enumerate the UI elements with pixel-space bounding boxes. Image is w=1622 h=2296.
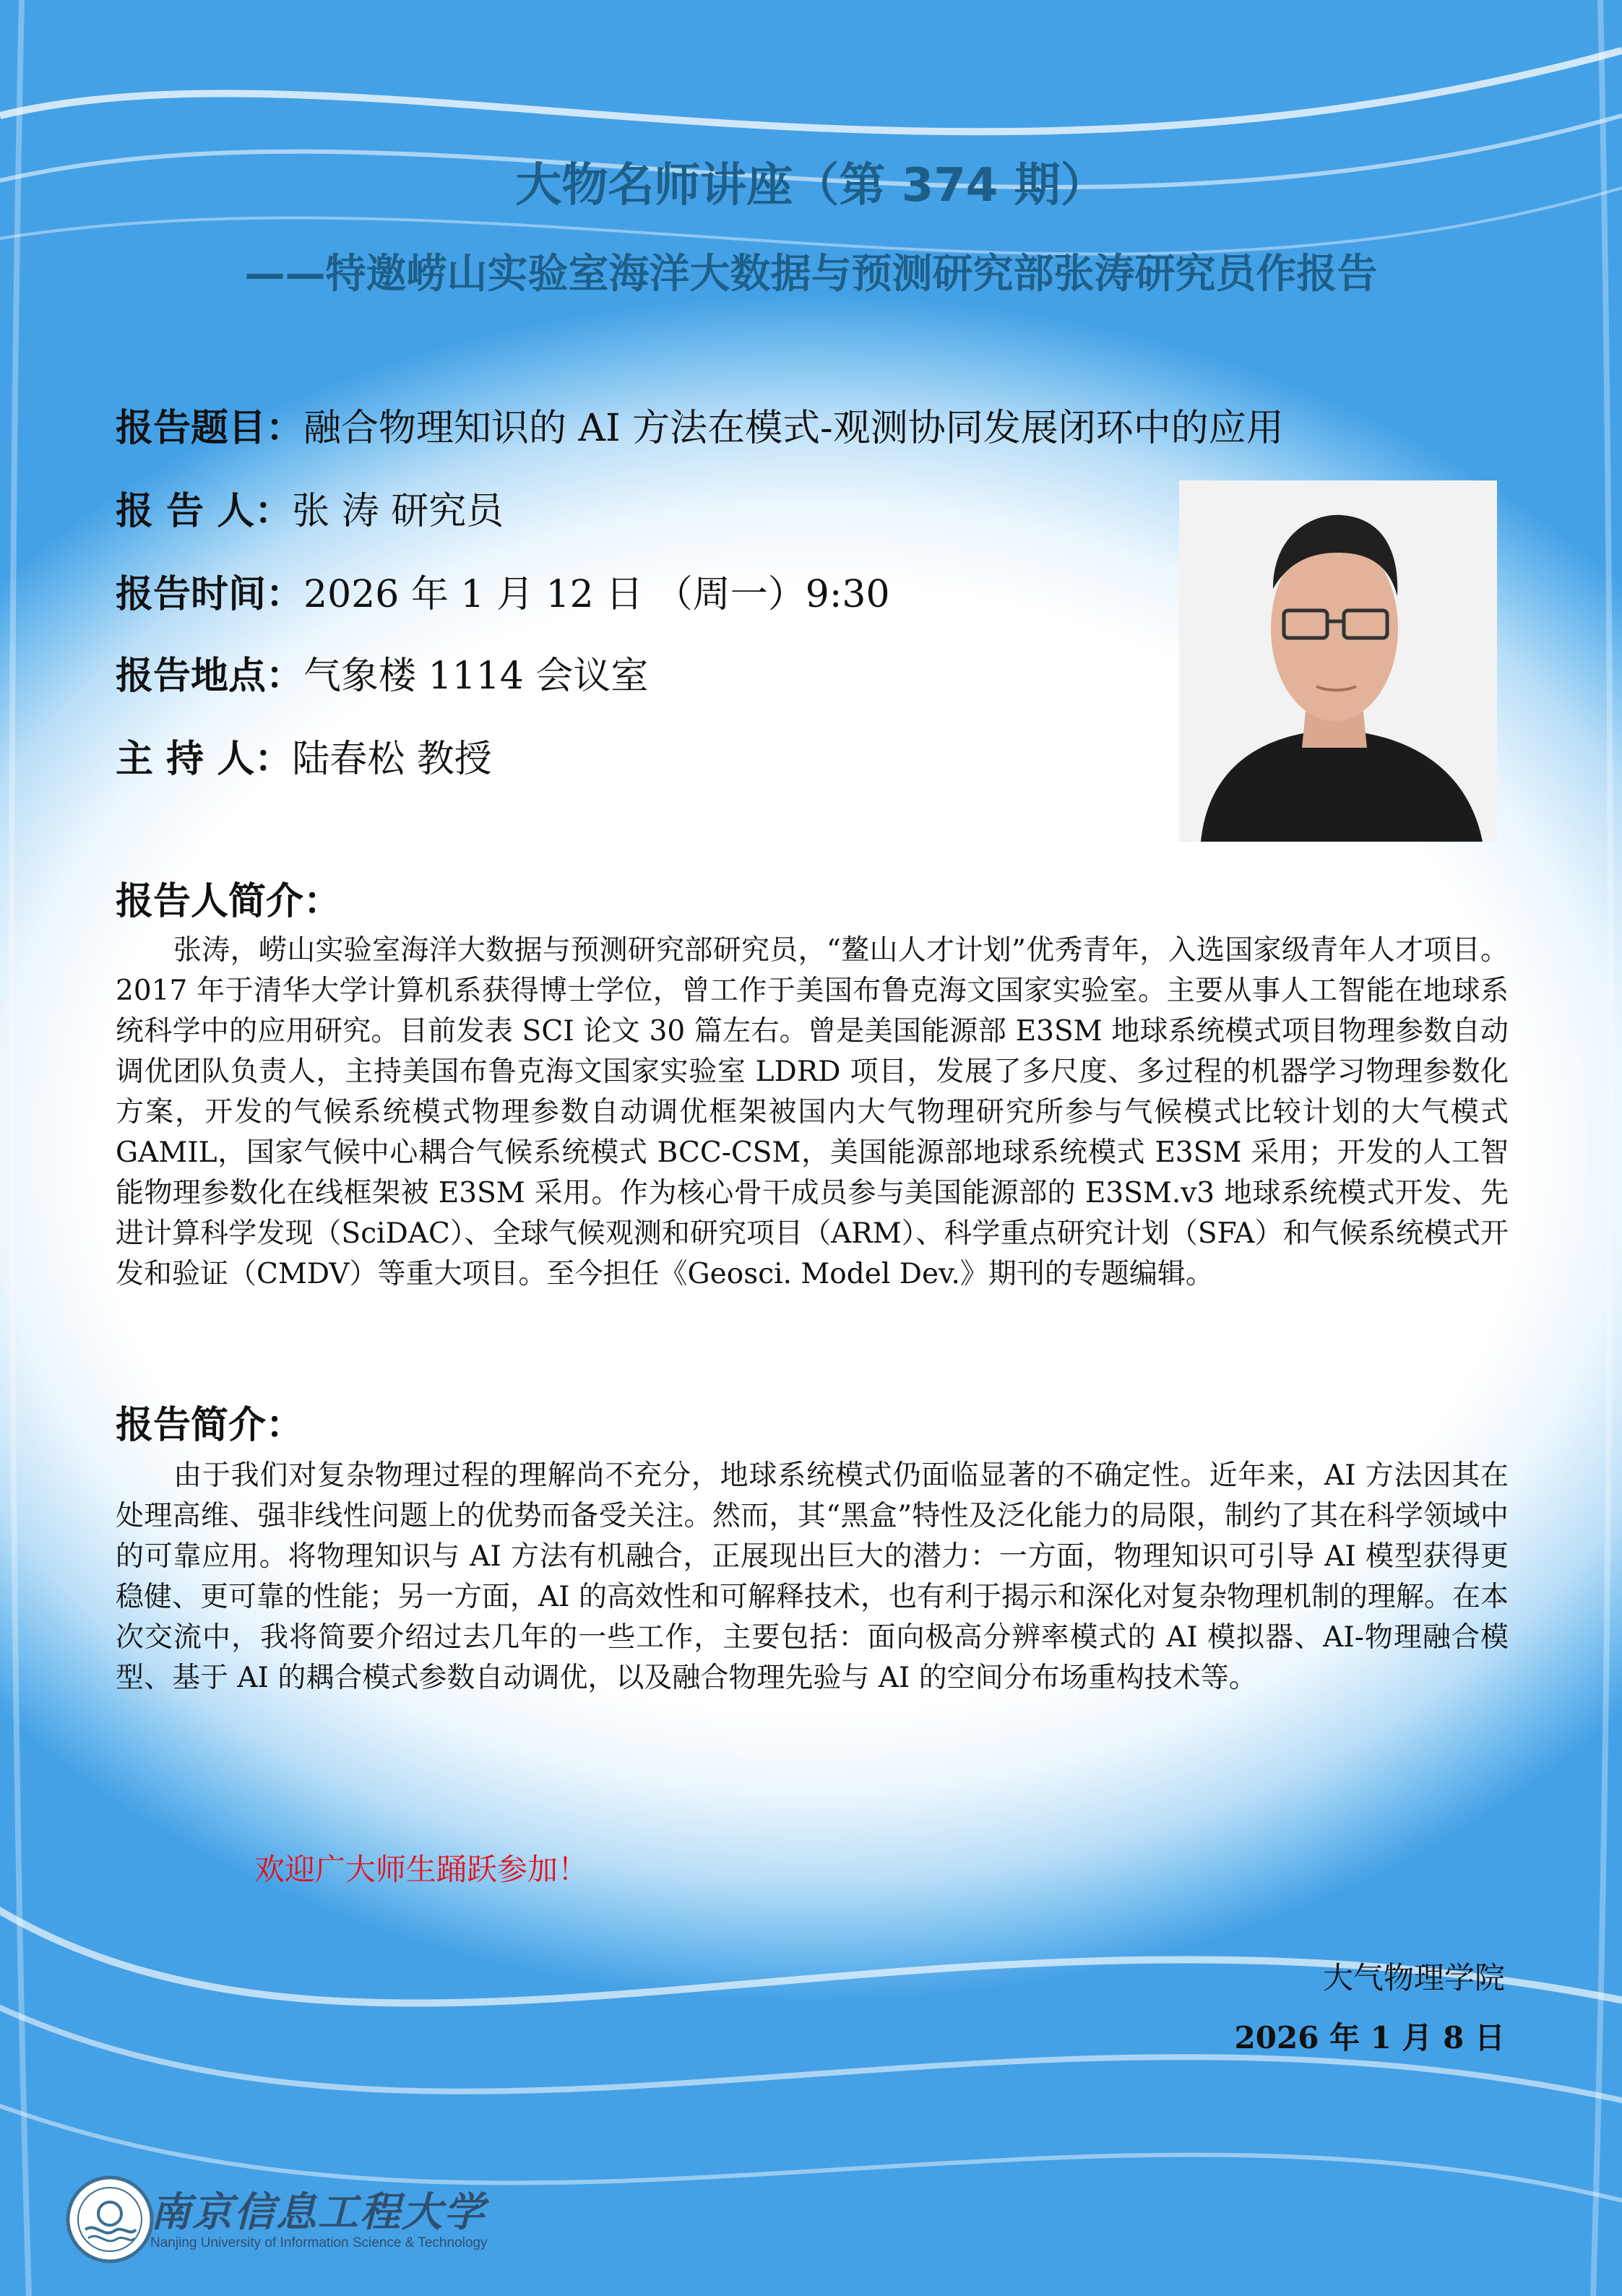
speaker-row bbox=[116, 480, 504, 535]
university-logo bbox=[64, 2173, 488, 2260]
speaker-photo bbox=[1179, 480, 1497, 842]
bio-heading: 报告人简介： bbox=[116, 880, 342, 923]
place-value: 气象楼 1114 会议室 bbox=[303, 655, 649, 698]
abstract-text: 由于我们对复杂物理过程的理解尚不充分，地球系统模式仍面临显著的不确定性。近年来，AI 方法因其在处理高维、强非线性问题上的优势而备受关注。然而，其“黑盒”特性及泛化能力的局限，制约了其在科学领域中的可靠应用。将物理知识与 AI 方法有机融合，正展现出巨大的潜力：一方面，物理知识可引导 AI 模型获得更稳健、更可靠的性能；另一方面，AI 的高效性和可解释技术，也有利于揭示和深化对复杂物理机制的理解。在本次交流中，我将简要介绍过去几年的一些工作，主要包括：面向极高分辨率模式的 AI 模拟器、AI-物理融合模型、基于 AI 的耦合模式参数自动调优，以及融合物理先验与 AI 的空间分布场重构技术等。 bbox=[116, 1459, 1509, 1694]
abstract-heading: 报告简介： bbox=[116, 1404, 304, 1447]
host-value: 陆春松 教授 bbox=[292, 738, 492, 781]
university-seal-icon bbox=[64, 2173, 156, 2266]
welcome-text: 欢迎广大师生踊跃参加！ bbox=[254, 1852, 589, 1887]
university-name-cn: 南京信息工程大学 bbox=[150, 2188, 486, 2236]
host-row bbox=[116, 728, 492, 782]
lecture-subtitle: ——特邀崂山实验室海洋大数据与预测研究部张涛研究员作报告 bbox=[244, 251, 1378, 298]
speaker-value: 张 涛 研究员 bbox=[292, 490, 504, 533]
place-label: 报告地点： bbox=[116, 654, 304, 698]
time-value: 2026 年 1 月 12 日 （周一）9:30 bbox=[303, 573, 890, 616]
speaker-label: 报 告 人： bbox=[116, 489, 293, 533]
report-topic-label: 报告题目： bbox=[116, 406, 304, 450]
university-name-en: Nanjing University of Information Science & Technology bbox=[150, 2235, 488, 2250]
bio-text: 张涛，崂山实验室海洋大数据与预测研究部研究员，“鳌山人才计划”优秀青年，入选国家级青年人才项目。2017 年于清华大学计算机系获得博士学位，曾工作于美国布鲁克海文国家实验室。主要从事人工智能在地球系统科学中的应用研究。目前发表 SCI 论文 30 篇左右。曾是美国能源部 E3SM 地球系统模式项目物理参数自动调优团队负责人，主持美国布鲁克海文国家实验室 LDRD 项目，发展了多尺度、多过程的机器学习物理参数化方案，开发的气候系统模式物理参数自动调优框架被国内大气物理研究所参与气候模式比较计划的大气模式 GAMIL，国家气候中心耦合气候系统模式 BCC-CSM，美国能源部地球系统模式 E3SM 采用；开发的人工智能物理参数化在线框架被 E3SM 采用。作为核心骨干成员参与美国能源部的 E3SM.v3 地球系统模式开发、先进计算科学发现（SciDAC）、全球气候观测和研究项目（ARM）、科学重点研究计划（SFA）和气候系统模式开发和验证（CMDV）等重大项目。至今担任《Geosci. Model Dev.》期刊的专题编辑。 bbox=[116, 934, 1509, 1290]
lecture-title: 大物名师讲座（第 374 期） bbox=[515, 159, 1107, 212]
time-row bbox=[116, 564, 890, 618]
report-topic-row bbox=[116, 397, 1284, 452]
time-label: 报告时间： bbox=[116, 572, 304, 616]
report-topic-value: 融合物理知识的 AI 方法在模式-观测协同发展闭环中的应用 bbox=[303, 407, 1284, 450]
notice-date: 2026 年 1 月 8 日 bbox=[1234, 2020, 1505, 2055]
organizer-name: 大气物理学院 bbox=[1322, 1960, 1505, 1995]
host-label: 主 持 人： bbox=[116, 737, 293, 781]
place-row bbox=[116, 645, 648, 699]
